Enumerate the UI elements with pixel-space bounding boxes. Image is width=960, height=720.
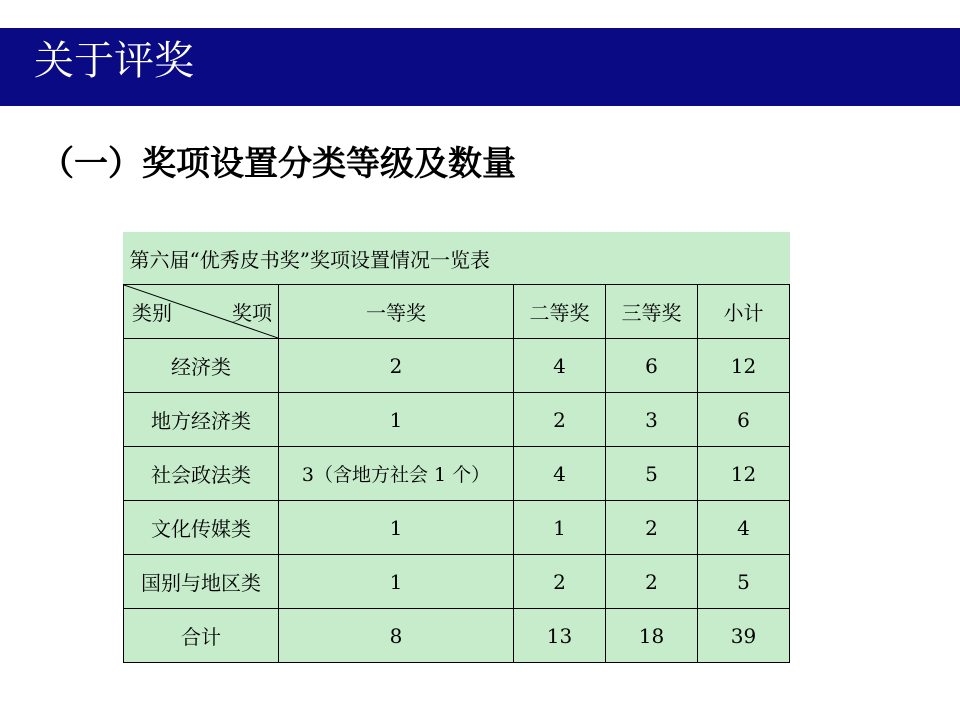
column-header: 二等奖 — [514, 285, 606, 339]
table-row — [124, 501, 790, 555]
table-cell: 12 — [698, 447, 790, 501]
row-category: 地方经济类 — [124, 393, 279, 447]
caption-row — [124, 232, 790, 285]
row-category: 合计 — [124, 609, 279, 663]
table-cell: 1 — [514, 501, 606, 555]
table-cell: 2 — [514, 555, 606, 609]
section-title: （一）奖项设置分类等级及数量 — [40, 144, 516, 184]
table-row — [124, 339, 790, 393]
row-category: 经济类 — [124, 339, 279, 393]
table-cell: 4 — [698, 501, 790, 555]
table-cell: 2 — [279, 339, 514, 393]
slide-title: 关于评奖 — [34, 38, 194, 84]
column-header: 三等奖 — [606, 285, 698, 339]
corner-label-category: 类别 — [132, 301, 172, 325]
header-row — [124, 285, 790, 339]
row-category: 文化传媒类 — [124, 501, 279, 555]
corner-label-award: 奖项 — [232, 301, 272, 325]
table-cell: 1 — [279, 555, 514, 609]
column-header: 一等奖 — [279, 285, 514, 339]
table-caption: 第六届“优秀皮书奖”奖项设置情况一览表 — [124, 232, 790, 285]
row-category: 国别与地区类 — [124, 555, 279, 609]
table-row — [124, 393, 790, 447]
table-cell: 12 — [698, 339, 790, 393]
table-cell: 39 — [698, 609, 790, 663]
table-cell: 6 — [606, 339, 698, 393]
table-row — [124, 447, 790, 501]
table-cell: 18 — [606, 609, 698, 663]
table-cell: 1 — [279, 393, 514, 447]
table-cell: 5 — [606, 447, 698, 501]
table-cell: 3 — [606, 393, 698, 447]
table-cell: 8 — [279, 609, 514, 663]
table-cell: 2 — [606, 555, 698, 609]
table-row — [124, 555, 790, 609]
table-cell: 2 — [606, 501, 698, 555]
award-table — [123, 232, 790, 663]
table-cell: 6 — [698, 393, 790, 447]
total-row — [124, 609, 790, 663]
table-cell: 13 — [514, 609, 606, 663]
table-cell: 3（含地方社会 1 个） — [279, 447, 514, 501]
table-cell: 4 — [514, 339, 606, 393]
table-cell: 1 — [279, 501, 514, 555]
table-cell: 4 — [514, 447, 606, 501]
corner-header-cell — [124, 285, 279, 339]
table-cell: 5 — [698, 555, 790, 609]
table-cell: 2 — [514, 393, 606, 447]
column-header: 小计 — [698, 285, 790, 339]
row-category: 社会政法类 — [124, 447, 279, 501]
